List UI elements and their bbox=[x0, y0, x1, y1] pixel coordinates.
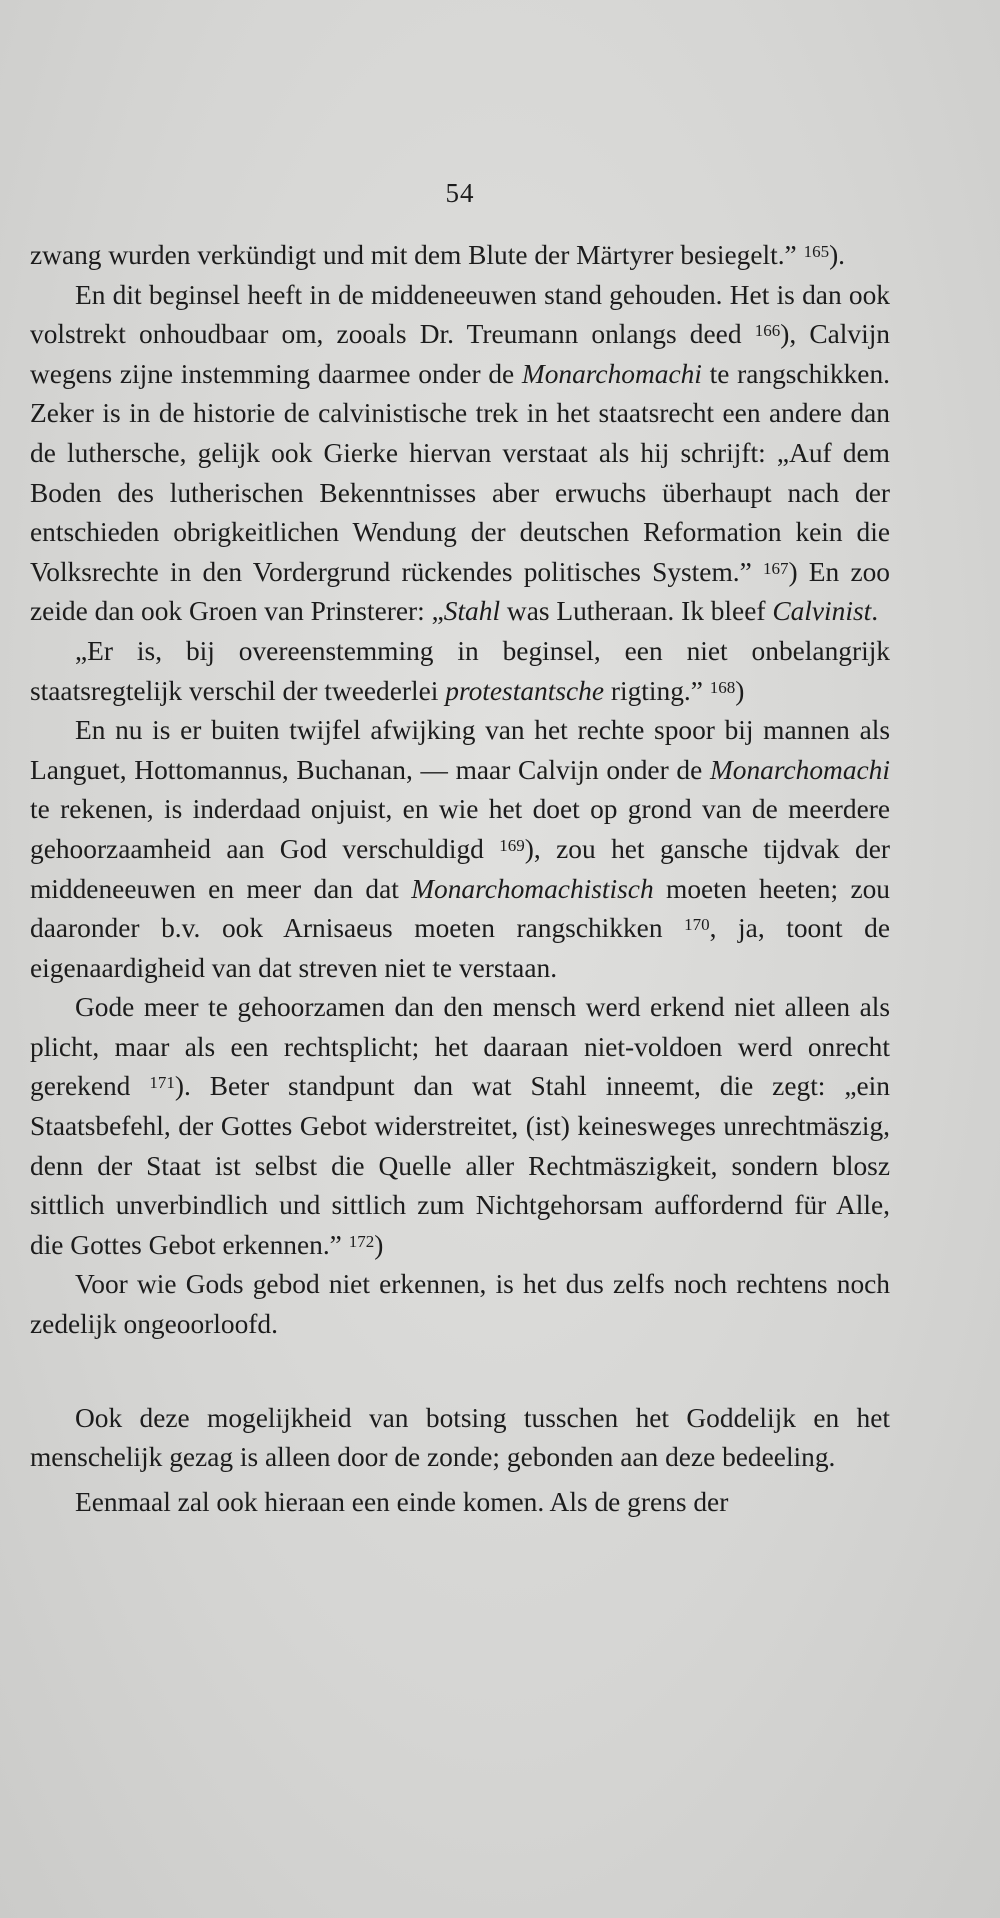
paragraph-p7 bbox=[30, 1399, 890, 1478]
text-run: Ook deze mogelijkheid van botsing tusschen het Goddelijk en het menschelijk gezag is alleen door de zonde; gebonden aan deze bedeeling. bbox=[30, 1402, 890, 1473]
paragraph-p4 bbox=[30, 711, 890, 988]
footnote-ref: 168 bbox=[709, 677, 736, 697]
text-run: ). bbox=[829, 240, 846, 270]
paragraph-p8 bbox=[30, 1483, 890, 1523]
text-run: ) bbox=[374, 1229, 384, 1260]
page-number: 54 bbox=[445, 178, 475, 208]
paragraph-p5 bbox=[30, 988, 890, 1265]
text-run: ). Beter standpunt dan wat Stahl inneemt, die zegt: „ein Staatsbefehl, der Gottes Gebot widerstreitet, (ist) keinesweges unrechtmäszig, denn der Staat ist selbst die Quelle aller Rechtmäszigkeit, sondern blosz sittlich unverbindlich und sittlich zum Nichtgehorsam auffordernd für Alle, die Gottes Gebot erkennen.” bbox=[30, 1071, 890, 1260]
text-run: ) bbox=[735, 675, 745, 706]
footnote-ref: 170 bbox=[684, 915, 710, 935]
text-run: . bbox=[871, 596, 879, 627]
text-run: ) En zoo zeide dan ook Groen van Prinsterer: „ bbox=[30, 556, 890, 627]
footnote-ref: 171 bbox=[149, 1073, 175, 1093]
footnote-ref: 172 bbox=[348, 1231, 375, 1251]
paragraph-p2 bbox=[30, 276, 890, 632]
text-run: Voor wie Gods gebod niet erkennen, is het dus zelfs noch rechtens noch zedelijk ongeoorloofd. bbox=[30, 1269, 890, 1340]
footnote-ref: 165 bbox=[803, 242, 830, 261]
text-run: te rangschikken. Zeker is in de historie de calvinistische trek in het staatsrecht een andere dan de luthersche, gelijk ook Gierke hiervan verstaat als hij schrijft: „Auf dem Boden des lutherischen Bekenntnisses aber erwuchs überhaupt nach der entschieden obrigkeitlichen Wendung der deutschen Reformation kein die Volksrechte in den Vordergrund rückendes politisches System.” bbox=[30, 358, 890, 587]
text-block bbox=[30, 236, 890, 1522]
text-run: Eenmaal zal ook hieraan een einde komen. Als de grens der bbox=[75, 1486, 729, 1517]
text-run: ), Calvijn wegens zijne instemming daarmee onder de bbox=[30, 319, 891, 389]
italic-term: Monarchomachistisch bbox=[411, 873, 654, 904]
italic-term: Stahl bbox=[443, 596, 501, 627]
text-run: zwang wurden verkündigt und mit dem Blute der Märtyrer besiegelt.” bbox=[30, 240, 804, 270]
text-run: Gode meer te gehoorzamen dan den mensch werd erkend niet alleen als plicht, maar als een rechtsplicht; het daaraan niet-voldoen werd onrecht gerekend bbox=[30, 992, 890, 1102]
text-run: was Lutheraan. Ik bleef bbox=[500, 596, 773, 627]
paragraph-p1 bbox=[30, 236, 890, 276]
text-run: „Er is, bij overeenstemming in beginsel, een niet onbelangrijk staatsregtelijk verschil der tweederlei bbox=[30, 635, 890, 706]
italic-term: Monarchomachi bbox=[709, 754, 890, 785]
text-run: te rekenen, is inderdaad onjuist, en wie het doet op grond van de meerdere gehoorzaamheid aan God verschuldigd bbox=[30, 794, 890, 864]
text-run: rigting.” bbox=[604, 675, 710, 706]
section-gap bbox=[30, 1345, 890, 1399]
text-run: moeten heeten; zou daaronder b.v. ook Arnisaeus moeten rangschikken bbox=[30, 873, 890, 944]
text-run: , ja, toont de eigenaardigheid van dat streven niet te verstaan. bbox=[30, 913, 890, 983]
footnote-ref: 166 bbox=[754, 321, 781, 341]
paragraph-p3 bbox=[30, 632, 890, 711]
text-run: En nu is er buiten twijfel afwijking van het rechte spoor bij mannen als Languet, Hottomannus, Buchanan, — maar Calvijn onder de bbox=[30, 715, 890, 785]
italic-term: protestantsche bbox=[445, 675, 604, 706]
paragraph-p6 bbox=[30, 1265, 890, 1344]
footnote-ref: 169 bbox=[499, 835, 525, 855]
text-run: ), zou het gansche tijdvak der middeneeuwen en meer dan dat bbox=[30, 833, 890, 904]
italic-term: Monarchomachi bbox=[521, 358, 702, 389]
footnote-ref: 167 bbox=[762, 558, 789, 578]
page-body bbox=[30, 170, 890, 1522]
text-run: En dit beginsel heeft in de middeneeuwen stand gehouden. Het is dan ook volstrekt onhoudbaar om, zooals Dr. Treumann onlangs deed bbox=[30, 279, 890, 350]
italic-term: Calvinist bbox=[772, 596, 872, 627]
